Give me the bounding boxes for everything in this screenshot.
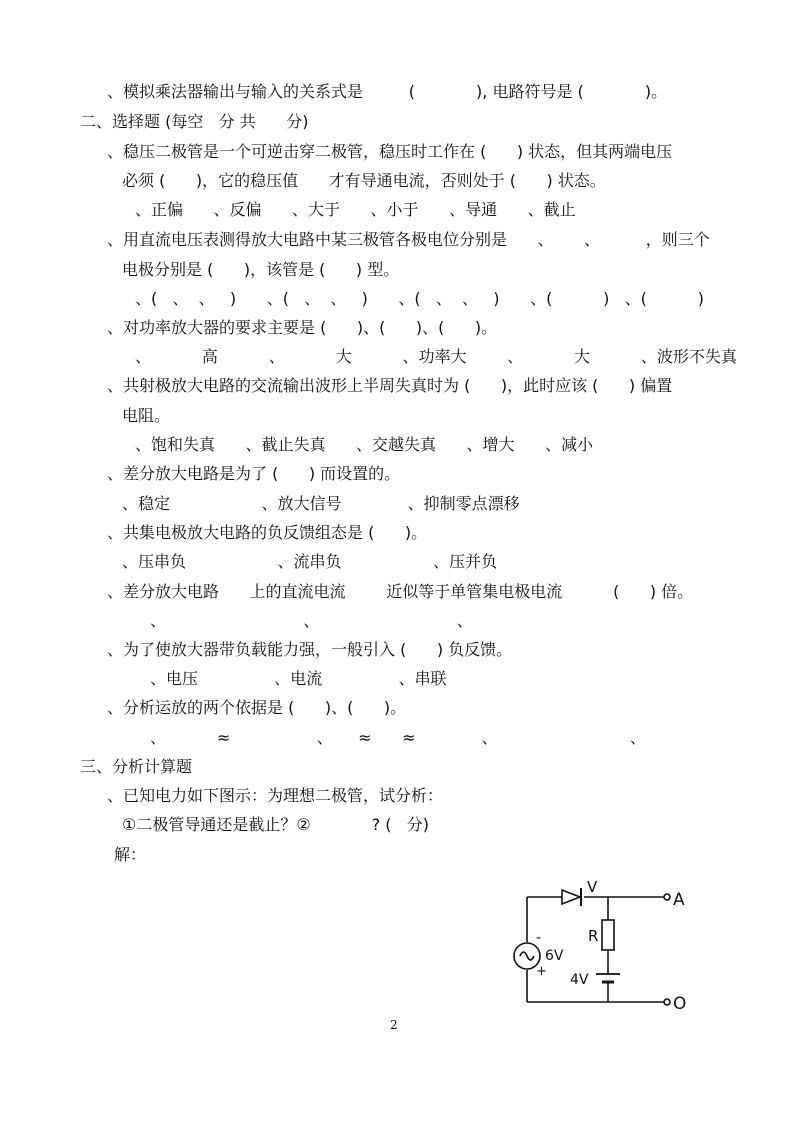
q-load-feedback-options: 、电压 、电流 、串联: [150, 669, 447, 688]
source-plus-label: +: [536, 964, 547, 979]
q-opamp-basis: 、分析运放的两个依据是 ( )、( )。: [107, 698, 407, 717]
diode-label: V: [587, 878, 598, 896]
q-transistor-line1: 、用直流电压表测得放大电路中某三极管各极电位分别是 、 、 ，则三个: [107, 230, 710, 249]
q-zener-line1: 、稳压二极管是一个可逆击穿二极管，稳压时工作在 ( ) 状态，但其两端电压: [107, 142, 673, 161]
section-title-analysis: 三、分析计算题: [80, 757, 193, 776]
q-diff-amp-current-options: 、 、 、: [150, 611, 473, 630]
q-transistor-options: 、( 、 、 ) 、( 、 、 ) 、( 、 、 ) 、( ) 、( ): [135, 289, 705, 308]
q-cc-feedback-options: 、压串负 、流串负 、压并负: [122, 552, 498, 571]
source-sine: [520, 952, 534, 960]
terminal-o: [664, 999, 670, 1005]
circuit-diagram: [510, 872, 710, 1012]
page-number: 2: [390, 1018, 398, 1032]
resistor: [602, 920, 614, 950]
q-multiplier-relation: 、模拟乘法器输出与输入的关系式是 ( ), 电路符号是 ( )。: [107, 82, 668, 101]
q-ce-distortion-line1: 、共射极放大电路的交流输出波形上半周失真时为 ( )，此时应该 ( ) 偏置: [107, 376, 673, 395]
q-cc-feedback: 、共集电极放大电路的负反馈组态是 ( )。: [107, 523, 428, 542]
q-diff-amp-current: 、差分放大电路 上的直流电流 近似等于单管集电极电流 ( ) 倍。: [107, 582, 694, 601]
q-opamp-basis-options: 、 ≈ 、 ≈ ≈ 、 、: [150, 728, 646, 747]
node-o-label: O: [673, 994, 687, 1012]
terminal-a: [664, 894, 670, 900]
q-zener-line2: 必须 ( )，它的稳压值 才有导通电流，否则处于 ( ) 状态。: [122, 171, 606, 190]
section-title-choice: 二、选择题 (每空 分 共 分): [80, 112, 309, 131]
q-power-amp-options: 、 高 、 大 、功率大 、 大 、波形不失真: [135, 347, 737, 366]
q-ce-distortion-options: 、饱和失真 、截止失真 、交越失真 、增大 、减小: [135, 435, 594, 454]
answer-label: 解：: [114, 845, 147, 864]
source-label: 6V: [545, 948, 564, 964]
q-diff-amp-options: 、稳定 、放大信号 、抑制零点漂移: [122, 494, 520, 513]
q-power-amp: 、对功率放大器的要求主要是 ( )、( )、( )。: [107, 318, 498, 337]
q-diff-amp-purpose: 、差分放大电路是为了 ( ) 而设置的。: [107, 464, 401, 483]
q-circuit-intro: 、已知电力如下图示：为理想二极管，试分析：: [107, 786, 444, 805]
resistor-label: R: [588, 927, 599, 945]
source-minus-label: -: [536, 930, 542, 946]
battery-label: 4V: [570, 972, 589, 988]
q-load-feedback: 、为了使放大器带负载能力强，一般引入 ( ) 负反馈。: [107, 640, 513, 659]
q-transistor-line2: 电极分别是 ( )，该管是 ( ) 型。: [122, 260, 400, 279]
q-zener-options: 、正偏 、反偏 、大于 、小于 、导通 、截止: [135, 200, 576, 219]
node-a-label: A: [673, 890, 685, 910]
q-ce-distortion-line2: 电阻。: [122, 406, 171, 425]
q-circuit-subquestions: ①二极管导通还是截止？② ? ( 分): [122, 815, 430, 834]
diode: [562, 890, 580, 904]
